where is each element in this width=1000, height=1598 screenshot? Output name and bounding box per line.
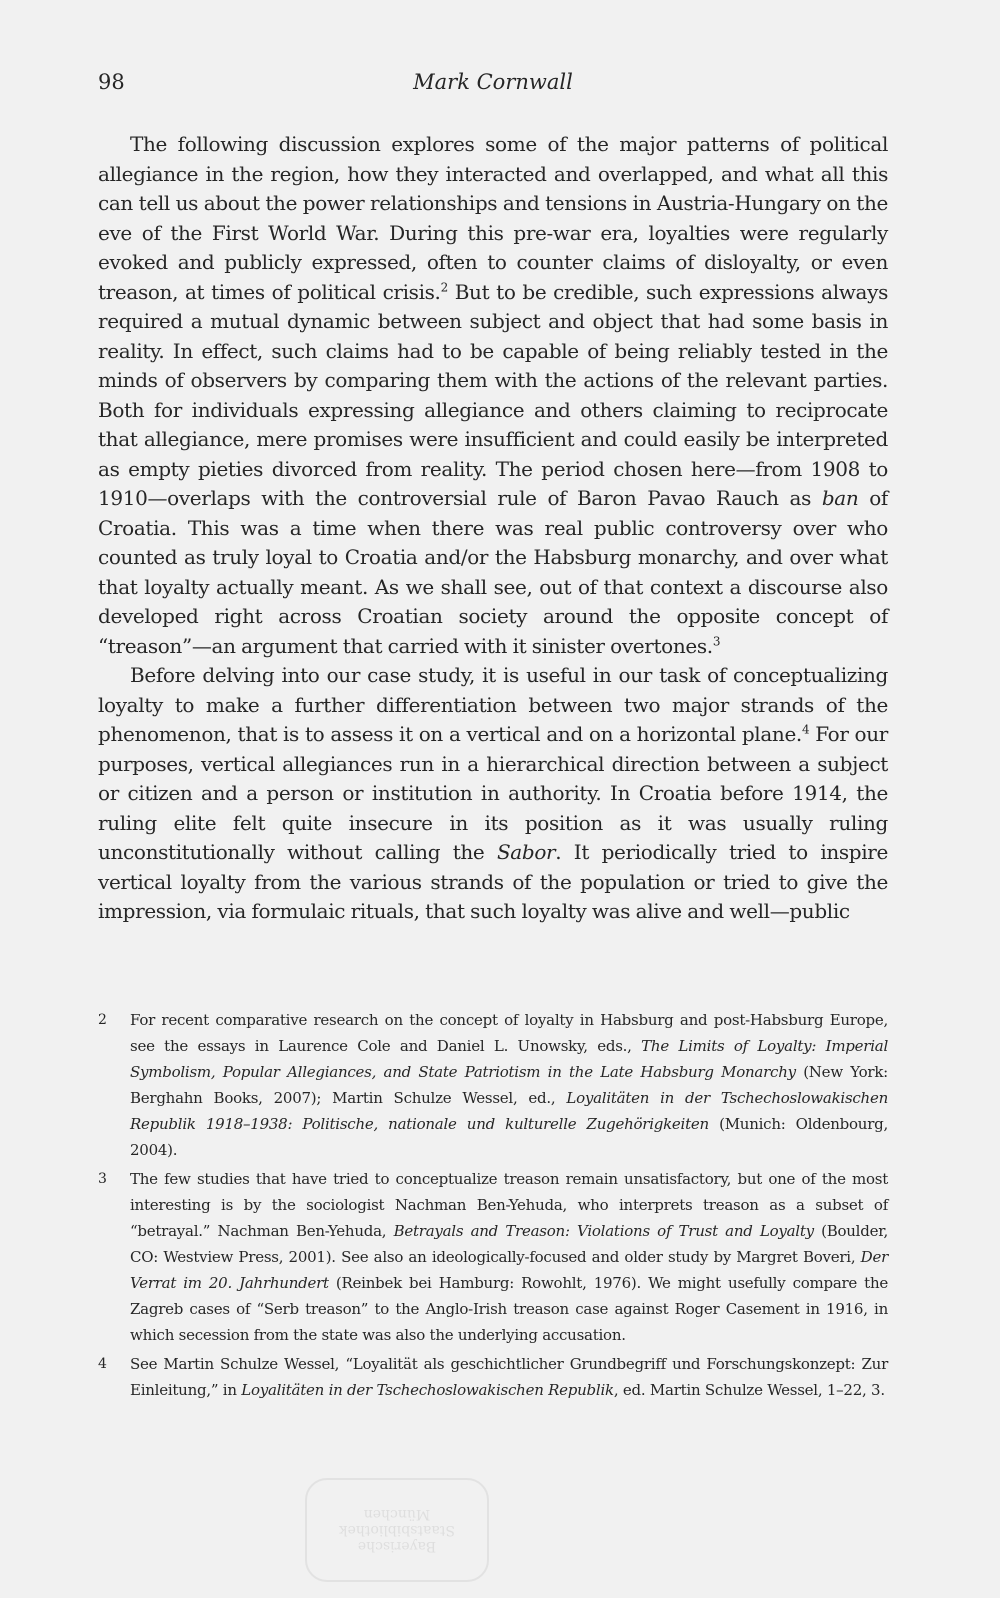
footnotes <box>98 1007 888 1406</box>
running-title: Mark Cornwall <box>413 70 573 94</box>
footnote-ref-3: 3 <box>712 633 721 648</box>
footnote-number: 2 <box>98 1012 107 1028</box>
footnote-ref-4: 4 <box>801 722 810 737</box>
footnote-number: 4 <box>98 1356 107 1372</box>
page-number: 98 <box>98 70 125 94</box>
paragraph-1: The following discussion explores some of the major patterns of political allegiance in the region, how they interacted and overlapped, and what all this can tell us about the power relationships and tensions in Austria-Hungary on the eve of the First World War. During this pre-war era, loyalties were regularly evoked and publicly expressed, often to counter claims of disloyalty, or even treason, at times of political crisis.$^2$ But to be credible, such expressions always required a mutual dynamic between subject and object that had some basis in reality. In effect, such claims had to be capable of being reliably tested in the minds of observers by comparing them with the actions of the relevant parties. Both for individuals expressing allegiance and others claiming to reciprocate that allegiance, mere promises were insufficient and could easily be interpreted as empty pieties divorced from reality. The period chosen here—from 1908 to 1910—overlaps with the controversial rule of Baron Pavao Rauch as ban of Croatia. This was a time when there was real public controversy over who counted as truly loyal to Croatia and/or the Habsburg monarchy, and over what that loyalty actually meant. As we shall see, out of that context a discourse also developed right across Croatian society around the opposite concept of “treason”—an argument that carried with it sinister overtones.$^3$ <box>98 132 888 658</box>
library-stamp: Bayerische Staatsbibliothek München <box>305 1478 489 1582</box>
paragraph-2: Before delving into our case study, it is useful in our task of conceptualizing loyalty to make a further differentiation between two major strands of the phenomenon, that is to assess it on a vertical and on a horizontal plane.$^4$ For our purposes, vertical allegiances run in a hierarchical direction between a subject or citizen and a person or institution in authority. In Croatia before 1914, the ruling elite felt quite insecure in its position as it was usually ruling unconstitutionally without calling the Sabor. It periodically tried to inspire vertical loyalty from the various strands of the population or tried to give the impression, via formulaic rituals, that such loyalty was alive and well—public <box>98 663 888 923</box>
footnote-3: 3 The few studies that have tried to conceptualize treason remain unsatisfactory, but one of the most interesting is by the sociologist Nachman Ben-Yehuda, who interprets treason as a subset of “betrayal.” Nachman Ben-Yehuda, Betrayals and Treason: Violations of Trust and Loyalty (Boulder, CO: Westview Press, 2001). See also an ideologically-focused and older study by Margret Boveri, Der Verrat im 20. Jahrhundert (Reinbek bei Hamburg: Rowohlt, 1976). We might usefully compare the Zagreb cases of “Serb treason” to the Anglo-Irish treason case against Roger Casement in 1916, in which secession from the state was also the underlying accusation. <box>98 1166 888 1348</box>
footnote-ref-2: 2 <box>440 279 448 294</box>
body-text <box>98 130 888 927</box>
footnote-4: 4 See Martin Schulze Wessel, “Loyalität als geschichtlicher Grundbegriff und Forschungskonzept: Zur Einleitung,” in Loyalitäten in der Tschechoslowakischen Republik, ed. Martin Schulze Wessel, 1–22, 3. <box>98 1351 888 1403</box>
running-head <box>98 70 888 100</box>
footnote-number: 3 <box>98 1171 107 1187</box>
footnote-2: 2 For recent comparative research on the concept of loyalty in Habsburg and post-Habsburg Europe, see the essays in Laurence Cole and Daniel L. Unowsky, eds., The Limits of Loyalty: Imperial Symbolism, Popular Allegiances, and State Patriotism in the Late Habsburg Monarchy (New York: Berghahn Books, 2007); Martin Schulze Wessel, ed., Loyalitäten in der Tschechoslowakischen Republik 1918–1938: Politische, nationale und kulturelle Zugehörigkeiten (Munich: Oldenbourg, 2004). <box>98 1007 888 1163</box>
